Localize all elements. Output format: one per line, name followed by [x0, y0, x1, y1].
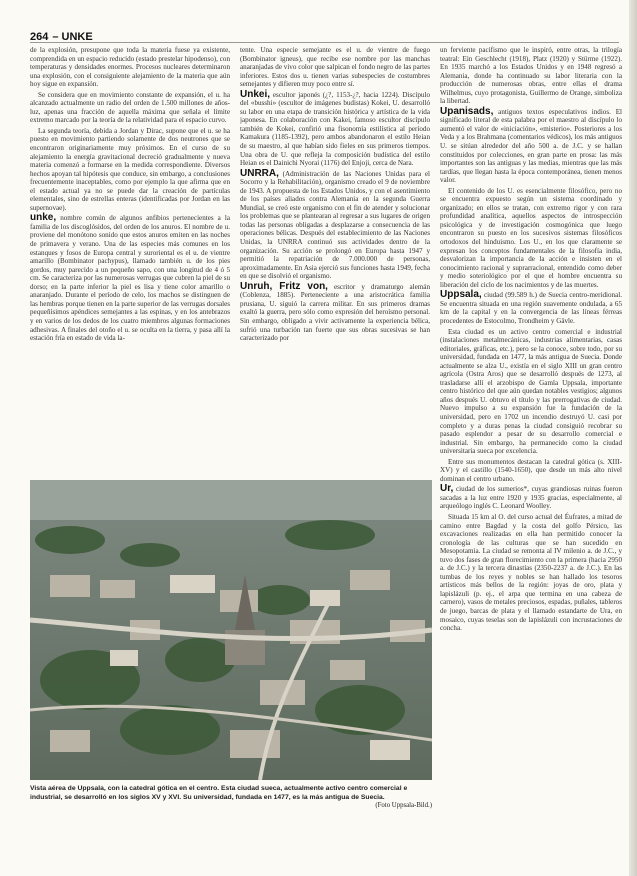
- header-rule: [30, 42, 619, 43]
- entry-unke: [30, 214, 230, 342]
- paragraph: Entre sus monumentos destacan la catedral gótica (s. XIII-XV) y el castillo (1540-1650), que desde un más alto nivel dominan el centro urbano.: [440, 457, 622, 483]
- paragraph: La segunda teoría, debida a Jordan y Dirac, supone que el u. se ha puesto en movimiento partiendo solamente de dos neutrones que se encontraron originariamente muy próximos. En el curso de su alejamiento la energía gravitacional decreció gradualmente y nueva materia comenzó a formarse en la medida correspondiente. Diversos hechos apoyan tal hipótesis que conduce, sin embargo, a conclusiones frecuentemente inaceptables, como por ejemplo la que afirma que en el estado actual ya no se puede dar la creación de partículas elementales, sino de estrellas enteras (identificadas por Jordan en las supernovae).: [30, 126, 230, 212]
- entry-title: Unkei,: [240, 88, 271, 100]
- photo-caption: [30, 785, 432, 811]
- paragraph: Situada 15 km al O. del curso actual del Éufrates, a mitad de camino entre Bagdad y la costa del golfo Pérsico, las excavaciones realizadas en ella han permitido conocer la cronología de las culturas que se han sucedido en Mesopotamia. La ciudad se remonta al IV milenio a. de J.C., y tuvo dos fases de gran florecimiento con la primera (hacia 2950 a. de J.C.) y la tercera dinastías (2350-2237 a. de J.C.). En las tumbas de los reyes y nobles se han hallado los tesoros artísticos más bellos de la región: joyas de oro, plata y lapislázuli (p. ej., el arpa que termina en una cabeza de carnero), vasos de metales preciosos, espadas, puñales, tableros de juego, barcas de plata y el llamado estandarte de Ura, en mosaico, cuyas teselas son de lapislázuli con incrustaciones de concha.: [440, 512, 622, 633]
- photo-credit: (Foto Uppsala-Bild.): [375, 802, 432, 810]
- entry-title: Ur,: [440, 483, 454, 495]
- entry-title: Upanisads,: [440, 105, 494, 117]
- paragraph: Se considera que en movimiento constante de expansión, el u. ha alcanzado actualmente un radio del orden de 1.500 millones de años-luz, apenas una fracción de aquella máxima que señala el límite extremo marcado por la teoría de la relatividad para el espacio curvo.: [30, 90, 230, 125]
- column-1: [30, 46, 230, 476]
- entry-title: UNRRA,: [240, 167, 279, 179]
- entry-upanisads: [440, 105, 622, 185]
- entry-unkei: [240, 88, 430, 168]
- aerial-photo-uppsala: [30, 480, 432, 780]
- city-photo-illustration: [30, 480, 432, 780]
- entry-title: unke,: [30, 212, 57, 224]
- column-3: [440, 46, 622, 856]
- entry-unruh: [240, 280, 430, 343]
- paragraph: El contenido de los U. es esencialmente filosófico, pero no se encuentra expuesto según un sistema coordinado y organizado; en ellos se tratan, con extremo rigor y con rara profundidad analítica, aquellos aspectos de introspección psicológica y de investigación cosmogónica que luego encontraron su puesto en los sucesivos sistemas filosóficos ortodoxos del hinduismo. Los U., en los que claramente se expresan los conceptos fundamentales de la filosofía india, desvalorizan la importancia de la acción e insisten en el conocimiento racional y suprarracional, entendido como deber y medio soteriológico por el que el hombre encuentra su liberación del ciclo de los nacimientos y de las muertes.: [440, 186, 622, 289]
- entry-unrra: [240, 167, 430, 281]
- entry-title: Uppsala,: [440, 289, 482, 301]
- entry-text: antiguos textos especulativos indios. El significado literal de esta palabra por el maestro al discípulo lo aumentó el valor de «iniciación», «misterio». Posteriores a los Veda y a los Brahmana (comentarios védicos), los más antiguos U. se sitúan alrededor del año 500 a. de J.C. y se hallan constituidos por colecciones, en gran parte en prosa: las más importantes son las antiguas y las medias, mientras que las más tardías, que llegan hasta la época contemporánea, tienen menos valor.: [440, 107, 622, 185]
- caption-text: Vista aérea de Uppsala, con la catedral gótica en el centro. Esta ciudad sueca, actualmente activo centro comercial e industrial, se desarrolló en los siglos XV y XVI. Su universidad, fundada en 1477, es la más antigua de Suecia.: [30, 785, 408, 801]
- entry-ur: [440, 485, 622, 511]
- entry-text: nombre común de algunos anfibios pertenecientes a la familia de los discoglósidos, del orden de los anuros. El nombre de u. proviene del monótono sonido que estos anuros emiten en las noches de primavera y verano. Una de las especies más comunes en los estanques y fosos de Europa central y suroriental es el u. de vientre amarillo (Bombinator pachypus), llamado también u. de los pies gordos, muy parecido a un pequeño sapo, con una longitud de 4 ó 5 cm. Se caracteriza por las numerosas verrugas que cubren la piel de su dorso; en la parte inferior la piel es lisa y tiene color amarillo o anaranjado. Durante el período de celo, los machos se distinguen de las hembras porque tienen en la parte superior de las verrugas dorsales pequeñísimos apéndices semejantes a las espinas, y en los antebrazos y en varios de los dedos de los cuatro miembros algunas formaciones adhesivas. A finales del otoño el u. se oculta en la tierra, y pasa allí la estación fría en estado de vida la-: [30, 214, 230, 343]
- entry-text: ciudad de los sumerios*, cuyas grandiosas ruinas fueron sacadas a la luz entre 1920 y 1935 gracias, especialmente, al arqueólogo inglés C. Leonard Woolley.: [440, 485, 622, 511]
- entry-title: Unruh, Fritz von,: [240, 280, 328, 292]
- page-number: 264: [30, 31, 49, 43]
- paragraph: tente. Una especie semejante es el u. de vientre de fuego (Bombinator igneus), que recibe ese nombre por las manchas anaranjadas de vivo color que salpican el fondo negro de las partes inferiores. Estos dos u. tienen varias subespecies de costumbres semejantes y difieren muy poco entre sí.: [240, 46, 430, 89]
- entry-uppsala: [440, 291, 622, 325]
- entry-text: ciudad (99.589 h.) de Suecia centro-meridional. Se encuentra situada en una región suavemente ondulada, a 65 km de la capital y en la convergencia de las líneas férreas procedentes de Estocolmo, Trondheim y Gävle.: [440, 291, 622, 325]
- entry-text: escritor y dramaturgo alemán (Coblenza, 1885). Perteneciente a una aristocrática familia prusiana, U. siguió la carrera militar. En sus primeros dramas exaltó la guerra, pero sólo como expresión del heroísmo personal. Sin embargo, obligado a vivir activamente la experiencia bélica, sufrió una turbación tan fuerte que sus obras sucesivas se han caracterizado por: [240, 282, 430, 343]
- paragraph: un ferviente pacifismo que le inspiró, entre otras, la trilogía teatral: Ein Geschlecht (1918), Platz (1920) y Stürme (1922). En 1935 marchó a los Estados Unidos y en 1948 regresó a Alemania, donde ha continuado su labor literaria con la producción de numerosas obras, entre ellas el drama Wilhelmus, cuyo protagonista, Guillermo de Orange, simboliza la libertad.: [440, 46, 622, 106]
- column-2: [240, 46, 430, 476]
- entry-text: (Administración de las Naciones Unidas para el Socorro y la Rehabilitación), organismo creado el 9 de noviembre de 1943. A propuesta de los Estados Unidos, y con el asentimiento de los países aliados contra Alemania en la segunda Guerra Mundial, se creó este organismo con el fin de atender y solucionar los problemas que se plantearan al regresar a sus lugares de origen todas las personas obligadas a desplazarse a consecuencia de las operaciones bélicas. Después del establecimiento de las Naciones Unidas, la UNRRA continuó sus actividades dentro de la organización. Su acción se prolongó en Europa hasta 1947 y permitió la repatriación de 7.000.000 de personas, aproximadamente. En Asia ejerció sus funciones hasta 1949, fecha en que se disolvió el organismo.: [240, 169, 430, 281]
- entry-text: escultor japonés (¿?, 1153-¿?, hacia 1224). Discípulo del «busshi» (escultor de imágenes budistas) Kokei, U. desarrolló su labor en una etapa de transición histórica y artística de la vida japonesa. En colaboración con Kakei, famoso escultor discípulo también de Kokei, confirió una fisonomía estilística al período Kamakura (1185-1392), pero ambos abandonaron el estilo Heian de su maestro, al que habían sido fieles en sus primeros tiempos. Una obra de U. que refleja la composición budística del estilo Heian es el Dainichi Nyorai (1176) del Enjoji, cerca de Nara.: [240, 90, 430, 168]
- paragraph: de la explosión, presupone que toda la materia fuese ya existente, comprendida en un espacio reducido (estado prestelar hipodenso), con temperaturas y densidades enormes. Procesos nucleares determinaron una explosión, con el consiguiente alejamiento de la materia que aún hoy sigue en expansión.: [30, 46, 230, 89]
- page-edge: [629, 0, 637, 876]
- paragraph: Esta ciudad es un activo centro comercial e industrial (instalaciones metalmecánicas, industrias alimentarias, casas editoriales, gráficas, etc.), pero se la conoce, sobre todo, por su universidad, fundada en 1477, la más antigua de Suecia. Donde actualmente se alza U., existía en el siglo XIII un gran centro agrícola (Ostra Aros) que se desarrolló después de 1273, al trasladarse allí el arzobispo de Gamla Uppsala, importante centro histórico del que aún quedan notables vestigios; algunos años después U. obtuvo el título y las prerrogativas de ciudad. Nuevo impulso a su expansión fue la fundación de la universidad, pero en 1702 un incendio destruyó U. casi por completo y a duras penas la ciudad consiguió recobrar su pasado esplendor a pesar de su desarrollo comercial e industrial. Sin embargo, ha permanecido como la ciudad universitaria sueca por excelencia.: [440, 327, 622, 456]
- page-header: 264 – UNKE: [30, 31, 93, 43]
- running-head: UNKE: [61, 31, 93, 43]
